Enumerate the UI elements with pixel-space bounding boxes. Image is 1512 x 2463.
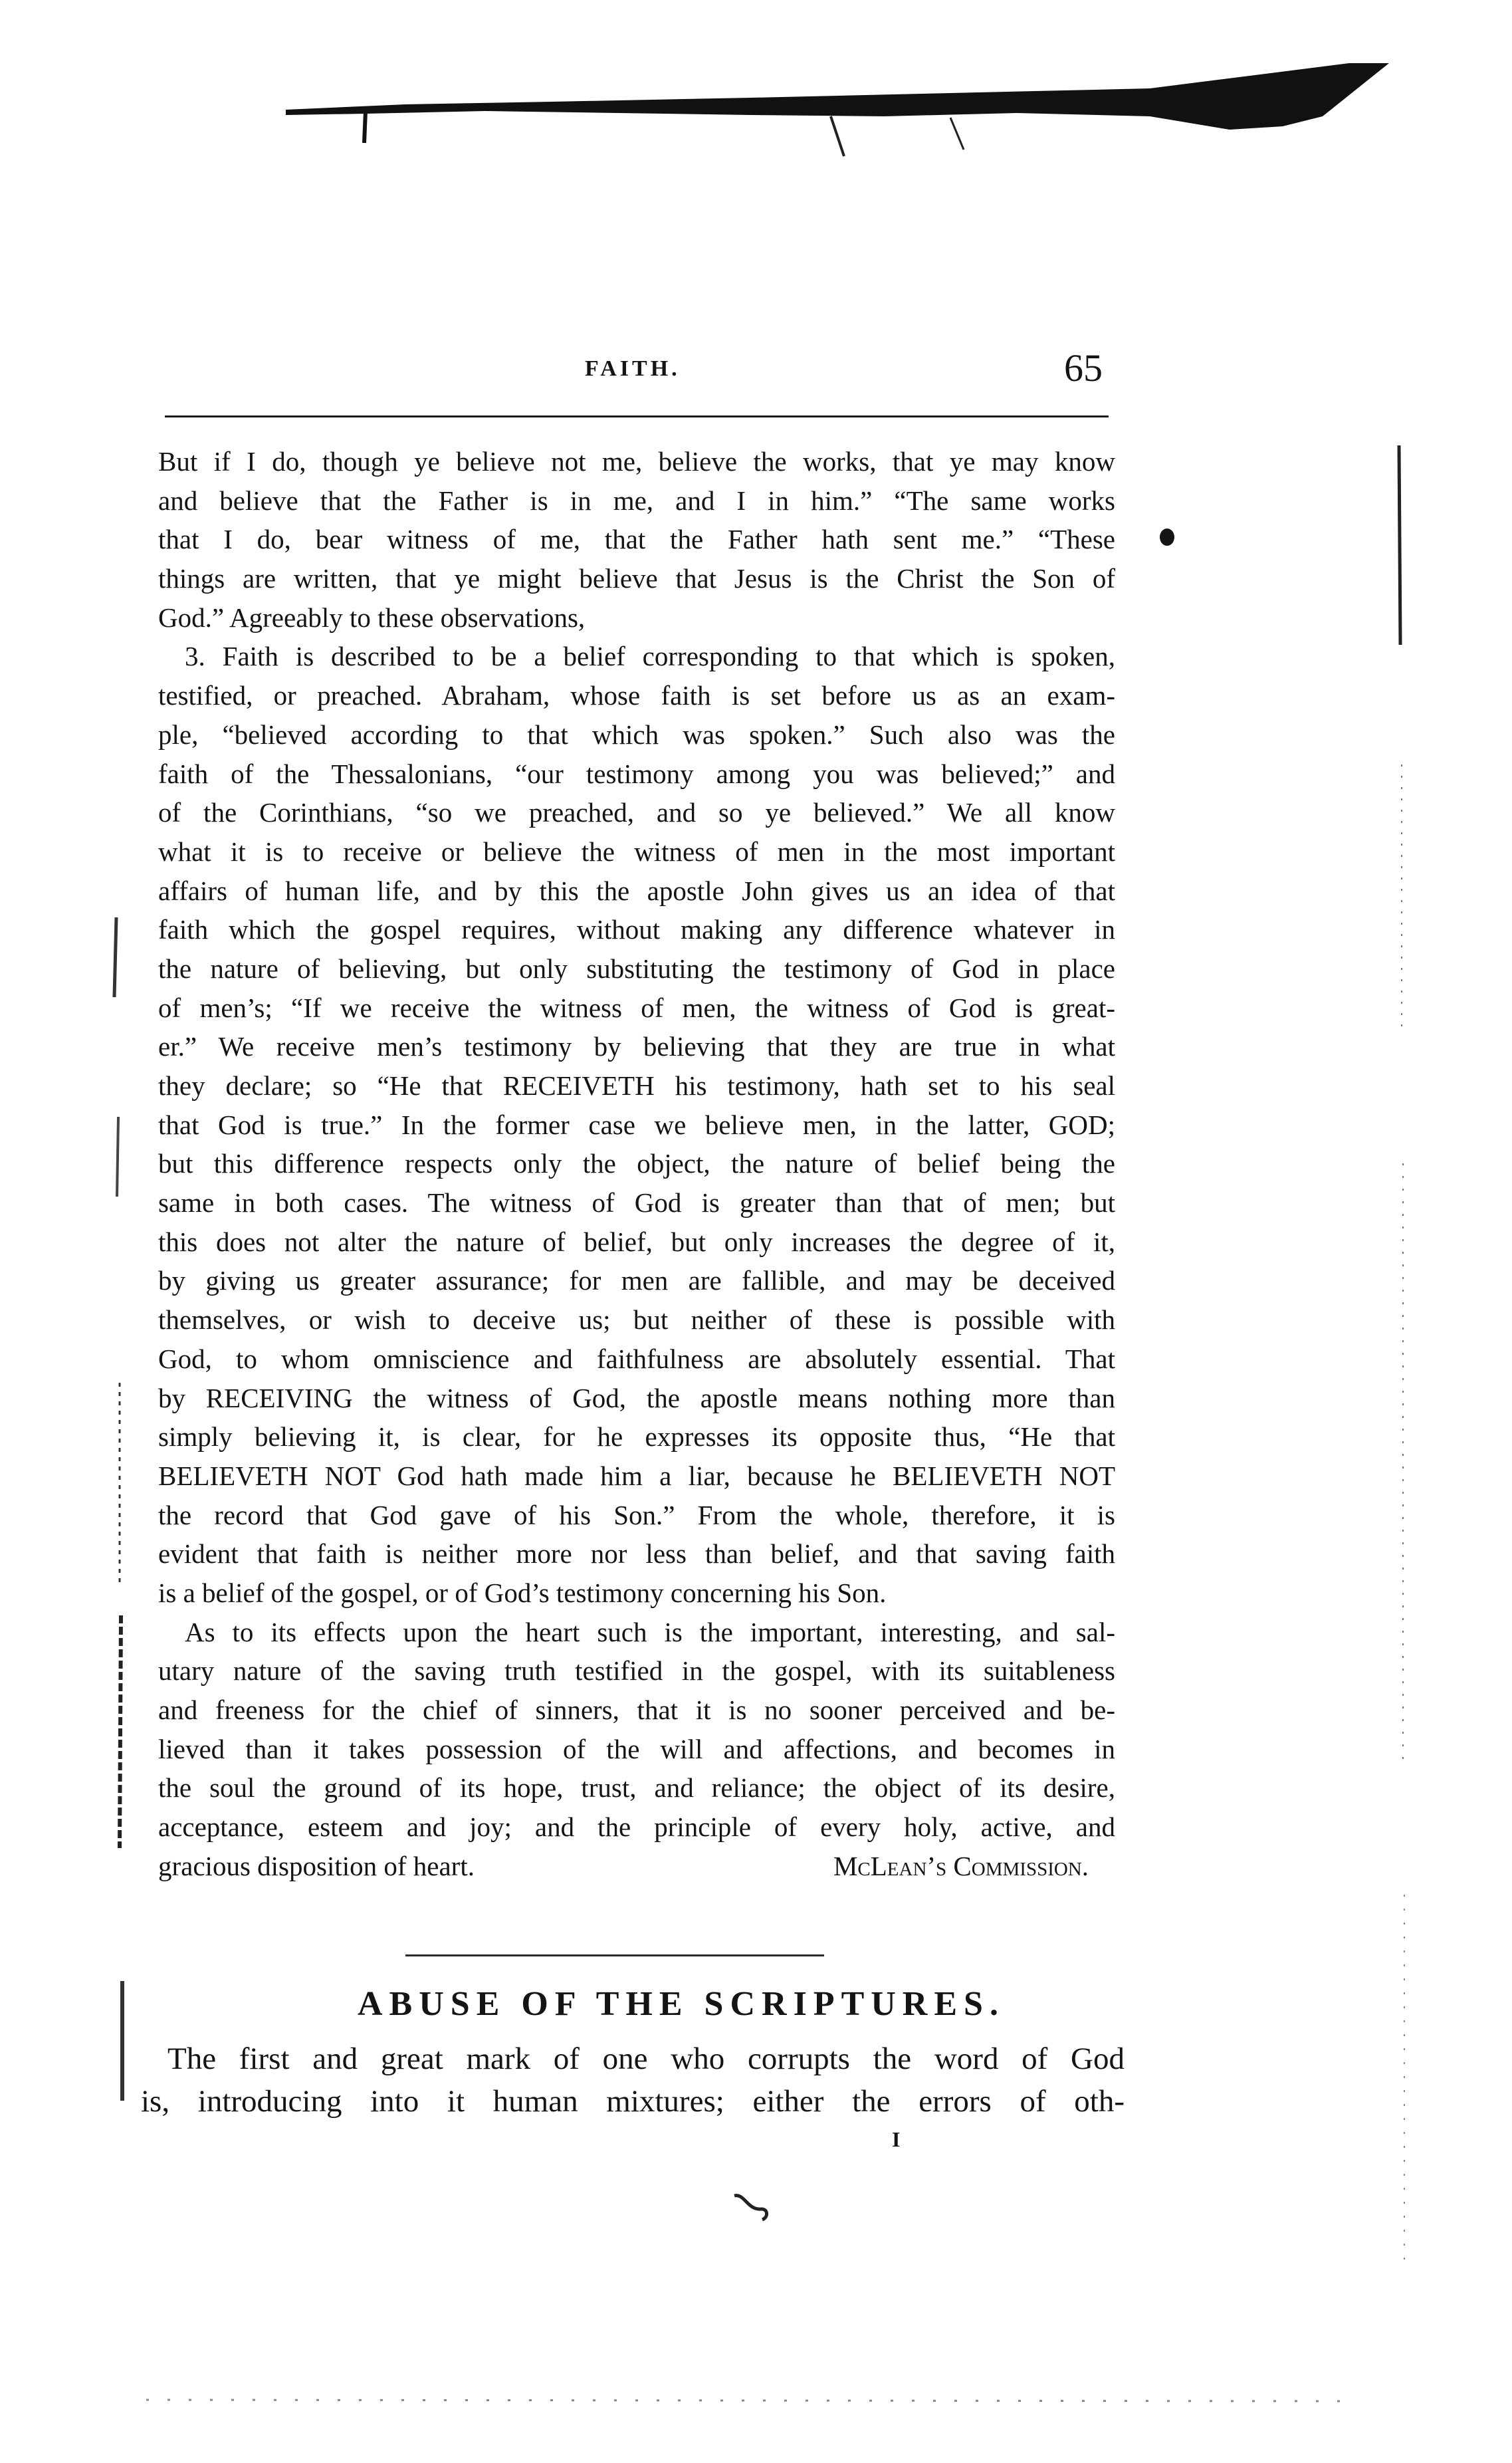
text-line: testified, or preached. Abraham, whose faith is set before us as an exam- [158,680,1115,711]
text-line: God, to whom omniscience and faithfulness are absolutely essential. That [158,1343,1115,1374]
text-line: by RECEIVING the witness of God, the apostle means nothing more than [158,1382,1115,1413]
text-line: things are written, that ye might believe that Jesus is the Christ the Son of [158,563,1115,594]
running-title: FAITH. [585,356,681,381]
text-line: gracious disposition of heart. [158,1850,475,1881]
text-line: of the Corinthians, “so we preached, and so ye believed.” We all know [158,797,1115,828]
text-line: evident that faith is neither more nor less than belief, and that saving faith [158,1538,1115,1570]
text-line: 3. Faith is described to be a belief corresponding to that which is spoken, [185,641,1115,672]
text-line: by giving us greater assurance; for men are fallible, and may be deceived [158,1265,1115,1296]
text-line: ple, “believed according to that which was spoken.” Such also was the [158,719,1115,750]
text-line: But if I do, though ye believe not me, believe the works, that ye may know [158,446,1115,477]
printer-signature-mark: I [892,2127,901,2151]
text-line: faith of the Thessalonians, “our testimony among you was believed;” and [158,758,1115,789]
text-line: but this difference respects only the object, the nature of belief being the [158,1148,1115,1179]
text-line: is, introducing into it human mixtures; either the errors of oth- [141,2084,1125,2119]
right-margin-marks [1392,366,1412,2293]
text-line: As to its effects upon the heart such is the important, interesting, and sal- [185,1616,1115,1647]
section-title: ABUSE OF THE SCRIPTURES. [358,1985,1005,2023]
bottom-scan-noise [146,2387,1343,2413]
text-line: the soul the ground of its hope, trust, and reliance; the object of its desire, [158,1772,1115,1804]
ink-smudge [728,2190,774,2224]
page-number: 65 [1064,346,1103,390]
left-margin-marks [106,917,126,2114]
scan-torn-edge [286,63,1389,163]
text-line: of men’s; “If we receive the witness of men, the witness of God is great- [158,992,1115,1023]
text-line: they declare; so “He that RECEIVETH his testimony, hath set to his seal [158,1070,1115,1101]
text-line: The first and great mark of one who corrupts the word of God [167,2042,1125,2076]
text-line: same in both cases. The witness of God is greater than that of men; but [158,1187,1115,1219]
text-line: affairs of human life, and by this the apostle John gives us an idea of that [158,875,1115,906]
text-line: and believe that the Father is in me, and I in him.” “The same works [158,485,1115,516]
text-line: the record that God gave of his Son.” From the whole, therefore, it is [158,1499,1115,1530]
text-line: God.” Agreeably to these observations, [158,602,586,633]
body-text [158,442,1115,1885]
text-line: what it is to receive or believe the witness of men in the most important [158,836,1115,867]
text-line: er.” We receive men’s testimony by believing that they are true in what [158,1031,1115,1062]
section-body-text [141,2038,1125,2123]
text-line: that I do, bear witness of me, that the Father hath sent me.” “These [158,524,1115,555]
stray-ink-dot [1160,528,1174,546]
text-line: this does not alter the nature of belief, but only increases the degree of it, [158,1226,1115,1257]
text-line: the nature of believing, but only substituting the testimony of God in place [158,953,1115,984]
text-line: utary nature of the saving truth testified in the gospel, with its suitableness [158,1655,1115,1687]
text-line: and freeness for the chief of sinners, that it is no sooner perceived and be- [158,1695,1115,1725]
running-header [160,346,1113,399]
text-line: simply believing it, is clear, for he expresses its opposite thus, “He that [158,1421,1115,1453]
text-line: acceptance, esteem and joy; and the principle of every holy, active, and [158,1812,1115,1843]
text-line: BELIEVETH NOT God hath made him a liar, because he BELIEVETH NOT [158,1460,1115,1491]
closing-line [158,1847,1115,1886]
text-line: faith which the gospel requires, without making any difference whatever in [158,914,1115,945]
text-line: that God is true.” In the former case we believe men, in the latter, GOD; [158,1109,1115,1140]
text-line: themselves, or wish to deceive us; but neither of these is possible with [158,1304,1115,1336]
attribution: McLean’s Commission. [833,1850,1089,1881]
section-divider [405,1954,824,1956]
header-rule [165,415,1109,417]
text-line: lieved than it takes possession of the will and affections, and becomes in [158,1733,1115,1764]
text-line: is a belief of the gospel, or of God’s testimony concerning his Son. [158,1577,887,1608]
